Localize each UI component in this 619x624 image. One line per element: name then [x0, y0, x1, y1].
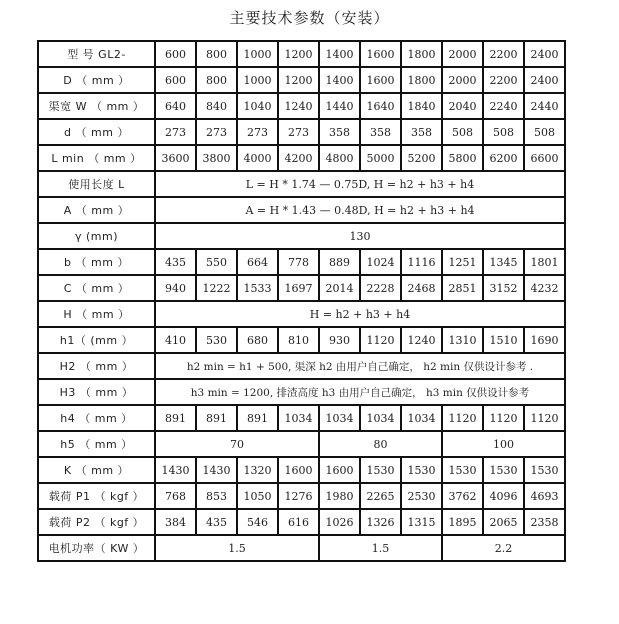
table-cell: 4232: [524, 275, 565, 301]
table-cell: 4800: [319, 145, 360, 171]
table-row: [38, 353, 565, 379]
table-cell: 1326: [360, 509, 401, 535]
table-cell: 1600: [360, 67, 401, 93]
table-cell: 1840: [401, 93, 442, 119]
table-cell: 1120: [360, 327, 401, 353]
table-cell: 273: [196, 119, 237, 145]
table-cell: 1026: [319, 509, 360, 535]
table-cell: 2530: [401, 483, 442, 509]
table-cell: 1120: [483, 405, 524, 431]
formula-cell: 130: [155, 223, 565, 249]
table-cell: 1200: [278, 41, 319, 67]
table-cell: 358: [319, 119, 360, 145]
table-cell: 891: [155, 405, 196, 431]
note-cell: h2 min = h1 + 500, 渠深 h2 由用户自己确定， h2 min 仅供设计参考 .: [155, 353, 565, 379]
table-cell: 2358: [524, 509, 565, 535]
table-row: [38, 249, 565, 275]
table-cell: 2400: [524, 41, 565, 67]
table-cell: 273: [237, 119, 278, 145]
table-cell: 1530: [360, 457, 401, 483]
table-cell: 768: [155, 483, 196, 509]
table-cell: 1800: [401, 41, 442, 67]
table-cell: 1801: [524, 249, 565, 275]
table-cell: 6600: [524, 145, 565, 171]
group-cell: 80: [319, 431, 442, 457]
table-row: [38, 275, 565, 301]
page-title: 主要技术参数（安装）: [229, 9, 390, 27]
table-cell: 4096: [483, 483, 524, 509]
formula-cell: L = H * 1.74 — 0.75D, H = h2 + h3 + h4: [155, 171, 565, 197]
table-cell: 1240: [278, 93, 319, 119]
table-cell: 1000: [237, 67, 278, 93]
table-row: [38, 171, 565, 197]
table-cell: 1000: [237, 41, 278, 67]
table-cell: 1530: [483, 457, 524, 483]
table-cell: 810: [278, 327, 319, 353]
table-cell: 1400: [319, 41, 360, 67]
table-cell: 1050: [237, 483, 278, 509]
table-cell: 1980: [319, 483, 360, 509]
table-row: [38, 379, 565, 405]
table-row: [38, 457, 565, 483]
formula-cell: A = H * 1.43 — 0.48D, H = h2 + h3 + h4: [155, 197, 565, 223]
table-row: [38, 119, 565, 145]
table-cell: 778: [278, 249, 319, 275]
table-row: [38, 41, 565, 67]
table-cell: 273: [155, 119, 196, 145]
table-cell: 4000: [237, 145, 278, 171]
table-cell: 2400: [524, 67, 565, 93]
table-cell: 508: [483, 119, 524, 145]
table-cell: 1120: [442, 405, 483, 431]
row-label: H （ mm ）: [38, 301, 155, 327]
table-cell: 840: [196, 93, 237, 119]
table-cell: 358: [360, 119, 401, 145]
table-cell: 2440: [524, 93, 565, 119]
table-cell: 1240: [401, 327, 442, 353]
table-cell: 2851: [442, 275, 483, 301]
table-row: [38, 197, 565, 223]
table-cell: 3600: [155, 145, 196, 171]
row-label: 电机功率（ KW ）: [38, 535, 155, 561]
row-label: h5 （ mm ）: [38, 431, 155, 457]
table-cell: 1120: [524, 405, 565, 431]
table-row: [38, 431, 565, 457]
row-label: C （ mm ）: [38, 275, 155, 301]
table-row: [38, 223, 565, 249]
table-cell: 2200: [483, 41, 524, 67]
table-cell: 1040: [237, 93, 278, 119]
table-cell: 1200: [278, 67, 319, 93]
table-cell: 616: [278, 509, 319, 535]
table-cell: 1697: [278, 275, 319, 301]
row-label: 渠宽 W （ mm ）: [38, 93, 155, 119]
table-cell: 5200: [401, 145, 442, 171]
table-row: [38, 535, 565, 561]
table-cell: 5800: [442, 145, 483, 171]
table-cell: 508: [442, 119, 483, 145]
table-cell: 3762: [442, 483, 483, 509]
table-row: [38, 301, 565, 327]
table-cell: 1430: [196, 457, 237, 483]
table-cell: 1640: [360, 93, 401, 119]
table-cell: 1600: [360, 41, 401, 67]
row-label: A （ mm ）: [38, 197, 155, 223]
table-cell: 1800: [401, 67, 442, 93]
table-cell: 664: [237, 249, 278, 275]
table-cell: 1251: [442, 249, 483, 275]
table-cell: 2200: [483, 67, 524, 93]
row-label: 载荷 P1 （ kgf ）: [38, 483, 155, 509]
table-cell: 546: [237, 509, 278, 535]
table-cell: 1690: [524, 327, 565, 353]
table-cell: 2040: [442, 93, 483, 119]
row-label: H3 （ mm ）: [38, 379, 155, 405]
table-row: [38, 67, 565, 93]
table-cell: 1310: [442, 327, 483, 353]
table-cell: 930: [319, 327, 360, 353]
table-cell: 800: [196, 67, 237, 93]
row-label: b （ mm ）: [38, 249, 155, 275]
table-cell: 435: [155, 249, 196, 275]
row-label: D （ mm ）: [38, 67, 155, 93]
table-cell: 853: [196, 483, 237, 509]
group-cell: 1.5: [155, 535, 319, 561]
row-label: K （ mm ）: [38, 457, 155, 483]
table-cell: 1222: [196, 275, 237, 301]
table-cell: 1533: [237, 275, 278, 301]
table-cell: 1400: [319, 67, 360, 93]
table-cell: 1600: [278, 457, 319, 483]
table-cell: 2014: [319, 275, 360, 301]
table-row: [38, 483, 565, 509]
table-row: [38, 509, 565, 535]
formula-cell: H = h2 + h3 + h4: [155, 301, 565, 327]
row-label: h1（ (mm ）: [38, 327, 155, 353]
table-cell: 273: [278, 119, 319, 145]
table-row: [38, 405, 565, 431]
table-cell: 2000: [442, 67, 483, 93]
table-cell: 2065: [483, 509, 524, 535]
row-label: h4 （ mm ）: [38, 405, 155, 431]
table-cell: 1315: [401, 509, 442, 535]
table-row: [38, 93, 565, 119]
table-cell: 5000: [360, 145, 401, 171]
table-cell: 1530: [442, 457, 483, 483]
table-cell: 6200: [483, 145, 524, 171]
table-cell: 1345: [483, 249, 524, 275]
table-cell: 1034: [278, 405, 319, 431]
table-cell: 1530: [401, 457, 442, 483]
table-cell: 550: [196, 249, 237, 275]
table-cell: 1116: [401, 249, 442, 275]
row-label: 型 号 GL2-: [38, 41, 155, 67]
row-label: 载荷 P2 （ kgf ）: [38, 509, 155, 535]
table-cell: 940: [155, 275, 196, 301]
table-cell: 2000: [442, 41, 483, 67]
table-row: [38, 145, 565, 171]
table-cell: 1024: [360, 249, 401, 275]
table-cell: 1034: [401, 405, 442, 431]
table-row: [38, 327, 565, 353]
row-label: L min （ mm ）: [38, 145, 155, 171]
table-cell: 384: [155, 509, 196, 535]
table-cell: 1034: [360, 405, 401, 431]
table-cell: 891: [196, 405, 237, 431]
table-cell: 3152: [483, 275, 524, 301]
table-cell: 600: [155, 67, 196, 93]
spec-table-body: [38, 41, 565, 561]
table-cell: 800: [196, 41, 237, 67]
table-cell: 2265: [360, 483, 401, 509]
table-cell: 1276: [278, 483, 319, 509]
table-cell: 1530: [524, 457, 565, 483]
table-cell: 1510: [483, 327, 524, 353]
table-cell: 1430: [155, 457, 196, 483]
table-cell: 680: [237, 327, 278, 353]
group-cell: 100: [442, 431, 565, 457]
row-label: H2 （ mm ）: [38, 353, 155, 379]
table-cell: 358: [401, 119, 442, 145]
table-cell: 1320: [237, 457, 278, 483]
row-label: d （ mm ）: [38, 119, 155, 145]
table-cell: 640: [155, 93, 196, 119]
table-cell: 2468: [401, 275, 442, 301]
note-cell: h3 min = 1200, 排渣高度 h3 由用户自己确定， h3 min 仅供设计参考: [155, 379, 565, 405]
table-cell: 1034: [319, 405, 360, 431]
row-label: γ (mm): [38, 223, 155, 249]
table-cell: 600: [155, 41, 196, 67]
table-cell: 889: [319, 249, 360, 275]
table-cell: 4200: [278, 145, 319, 171]
group-cell: 70: [155, 431, 319, 457]
spec-table: [37, 40, 566, 562]
table-cell: 410: [155, 327, 196, 353]
table-cell: 1440: [319, 93, 360, 119]
table-cell: 1600: [319, 457, 360, 483]
table-cell: 1895: [442, 509, 483, 535]
table-cell: 2240: [483, 93, 524, 119]
table-cell: 508: [524, 119, 565, 145]
table-cell: 3800: [196, 145, 237, 171]
row-label: 使用长度 L: [38, 171, 155, 197]
table-cell: 891: [237, 405, 278, 431]
group-cell: 1.5: [319, 535, 442, 561]
table-cell: 2228: [360, 275, 401, 301]
table-cell: 530: [196, 327, 237, 353]
table-cell: 4693: [524, 483, 565, 509]
table-cell: 435: [196, 509, 237, 535]
group-cell: 2.2: [442, 535, 565, 561]
